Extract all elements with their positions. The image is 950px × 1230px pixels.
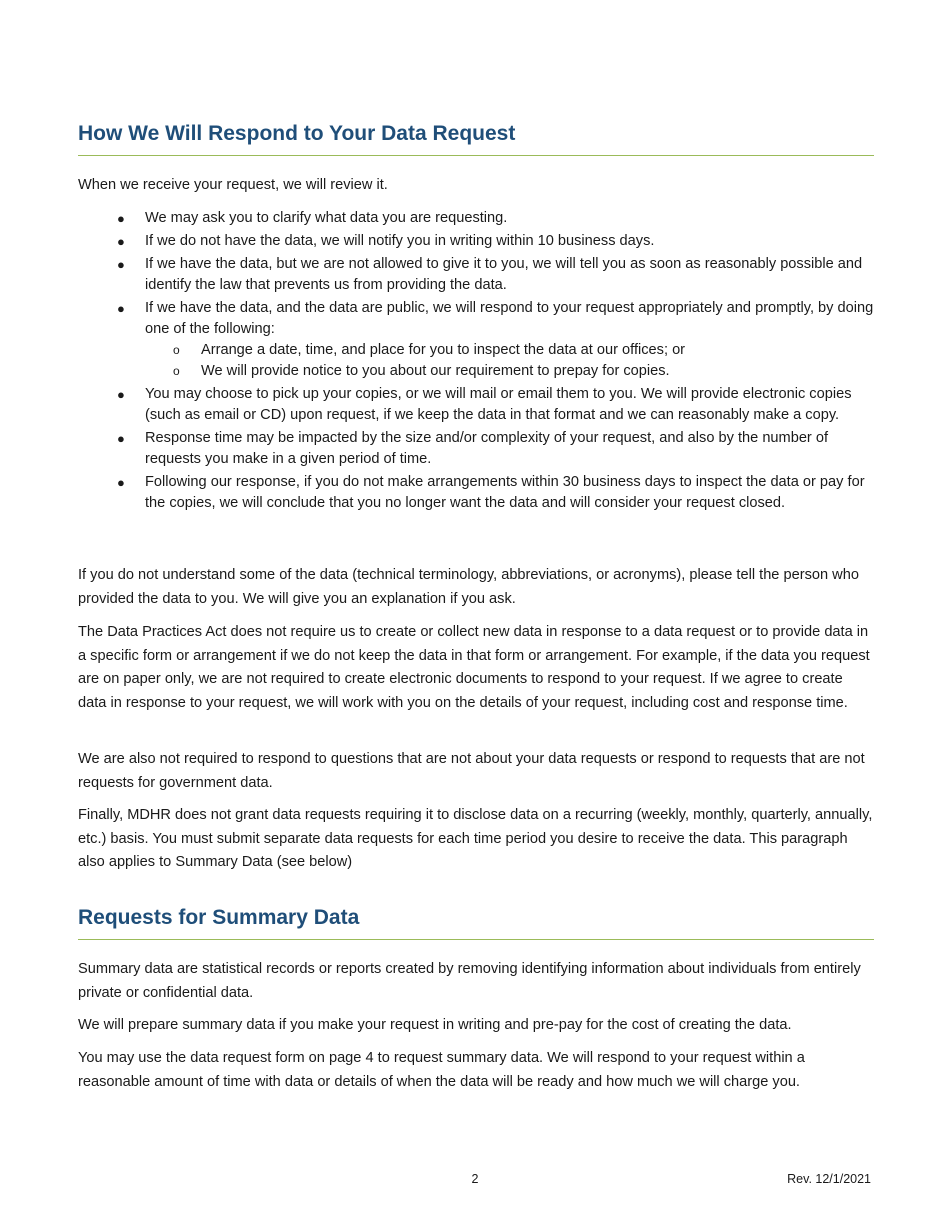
- sub-bullet-list: [145, 340, 874, 382]
- bullet-icon: ●: [117, 387, 125, 402]
- hollow-bullet-icon: o: [173, 364, 180, 378]
- response-bullet-list: [78, 208, 874, 516]
- section-heading-summary-data: Requests for Summary Data: [78, 905, 874, 940]
- list-item: ● If we have the data, but we are not allowed to give it to you, we will tell you as soon as reasonably possible and identify the law that prevents us from providing the data.: [117, 256, 863, 293]
- paragraph-recurring-requests: Finally, MDHR does not grant data requests requiring it to disclose data on a recurring (weekly, monthly, quarterly, annually, etc.) basis. You must submit separate data requests for each time period you desire to receive the data. This paragraph also applies to Summary Data (see below): [78, 807, 873, 870]
- bullet-icon: ●: [117, 431, 125, 446]
- bullet-icon: ●: [117, 301, 125, 316]
- page-number: 2: [471, 1172, 479, 1186]
- list-item: ● If we do not have the data, we will notify you in writing within 10 business days.: [78, 231, 874, 252]
- bullet-icon: ●: [117, 475, 125, 490]
- paragraph-prepare: We will prepare summary data if you make your request in writing and pre-pay for the cost of creating the data.: [78, 1017, 792, 1033]
- bullet-icon: ●: [117, 257, 125, 272]
- list-item: ● Response time may be impacted by the size and/or complexity of your request, and also by the number of requests you make in a given period of time.: [117, 430, 829, 467]
- list-item: ● We may ask you to clarify what data you are requesting.: [78, 208, 874, 229]
- list-item: ● You may choose to pick up your copies, or we will mail or email them to you. We will provide electronic copies (such as email or CD) upon request, if we keep the data in that format and we can reasonably make a copy.: [117, 386, 852, 423]
- list-item: ● Following our response, if you do not make arrangements within 30 business days to inspect the data or pay for the copies, we will conclude that you no longer want the data and will consider your request closed.: [117, 474, 865, 511]
- paragraph-understand: If you do not understand some of the data (technical terminology, abbreviations, or acronyms), please tell the person who provided the data to you. We will give you an explanation if you ask.: [78, 567, 859, 607]
- intro-paragraph: When we receive your request, we will review it.: [78, 177, 388, 193]
- paragraph-not-required: We are also not required to respond to questions that are not about your data requests or respond to requests that are not requests for government data.: [78, 751, 865, 791]
- section-heading-respond: How We Will Respond to Your Data Request: [78, 121, 874, 156]
- sub-list-item: o Arrange a date, time, and place for you to inspect the data at our offices; or: [145, 340, 874, 361]
- paragraph-request-form: You may use the data request form on page 4 to request summary data. We will respond to your request within a reasonable amount of time with data or details of when the data will be ready and how much we will charge you.: [78, 1050, 805, 1090]
- paragraph-summary-definition: Summary data are statistical records or reports created by removing identifying information about individuals from entirely private or confidential data.: [78, 961, 861, 1001]
- paragraph-data-practices-act: The Data Practices Act does not require us to create or collect new data in response to a data request or to provide data in a specific form or arrangement if we do not keep the data in that form or arrangement. For example, if the data you request are on paper only, we are not required to create electronic documents to respond to your request. If we agree to create data in response to your request, we will work with you on the details of your request, including cost and response time.: [78, 624, 870, 711]
- list-item: ● If we have the data, and the data are public, we will respond to your request appropriately and promptly, by doing one of the following: o Arrange a date, time, and place for you to inspect the data at our offices; or o We will provide notice to you about our requirement to prepay for copies.: [78, 298, 874, 382]
- sub-list-item: o We will provide notice to you about our requirement to prepay for copies.: [145, 361, 874, 382]
- bullet-icon: ●: [117, 211, 125, 226]
- hollow-bullet-icon: o: [173, 343, 180, 357]
- revision-date: Rev. 12/1/2021: [787, 1172, 871, 1186]
- bullet-icon: ●: [117, 234, 125, 249]
